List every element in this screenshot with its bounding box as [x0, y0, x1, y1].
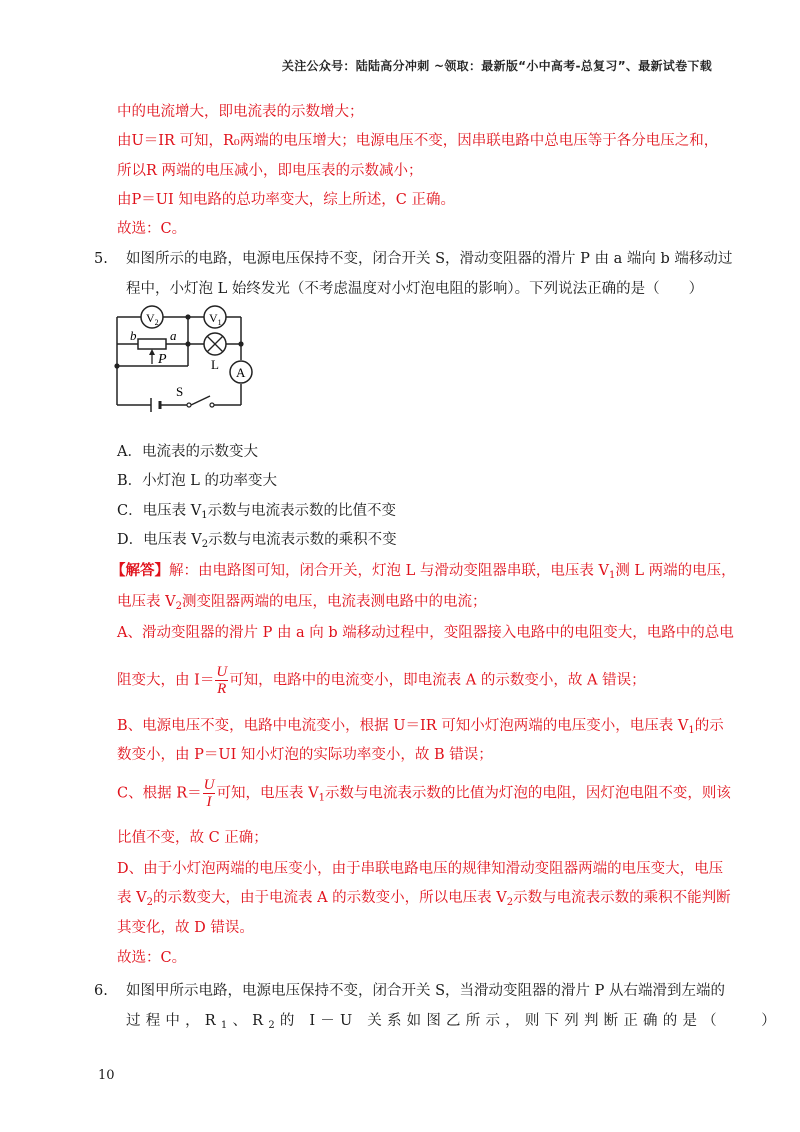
question-stem-line-2: 程中，小灯泡 L 始终发光（不考虑温度对小灯泡电阻的影响）。下列说法正确的是（ ） — [126, 281, 704, 297]
rheostat-end-b-label: b — [130, 328, 137, 343]
voltmeter-v1-label: $V_1$ — [209, 311, 222, 327]
switch-s-label: S — [176, 384, 184, 399]
answer-c-line-1: C、根据 R＝ $\frac{U}{I}$ 可知，电压表 $V_1$示数与电流表示数的比值为灯泡的电阻，因灯泡电阻不变，则该 — [117, 777, 731, 810]
answer-d-line-3: 其变化，故 D 错误。 — [117, 920, 254, 936]
answer-a-line-1: A、滑动变阻器的滑片 P 由 a 向 b 端移动过程中，变阻器接入电路中的电阻变大，电路中的总电 — [117, 625, 734, 641]
prev-answer-line-1: 中的电流增大，即电流表的示数增大； — [117, 104, 364, 120]
question-stem-line-1: 如图所示的电路，电源电压保持不变，闭合开关 S，滑动变阻器的滑片 P 由 a 端向 b 端移动过 — [126, 251, 733, 267]
answer-b-line-1: B、电源电压不变，电路中电流变小，根据 U＝IR 可知小灯泡两端的电压变小，电压表 $V_1$的示 — [117, 718, 724, 736]
page-number: 10 — [98, 1068, 115, 1083]
answer-a-line-2: 阻变大，由 I＝ $\frac{U}{R}$ 可知，电路中的电流变小，即电流表 A 的示数变小，故 A 错误； — [117, 664, 646, 697]
page-header: 关注公众号：陆陆高分冲刺 ~领取：最新版“小中高考-总复习”、最新试卷下载 — [281, 59, 712, 73]
answer-c-line-2: 比值不变，故 C 正确； — [117, 830, 268, 846]
option-d: D．电压表 $V_2$示数与电流表示数的乘积不变 — [117, 532, 397, 550]
answer-d-line-2: 表 $V_2$的示数变大，由于电流表 A 的示数变小，所以电压表 $V_2$示数与电流表示数的乘积不能判断 — [117, 890, 731, 908]
answer-d-line-1: D、由于小灯泡两端的电压变小，由于串联电路电压的规律知滑动变阻器两端的电压变大，电压 — [117, 861, 724, 877]
rheostat-end-a-label: a — [170, 328, 177, 343]
slider-p-label: P — [158, 352, 167, 367]
option-c: C．电压表 $V_1$示数与电流表示数的比值不变 — [117, 503, 397, 521]
question-number: 5. — [94, 251, 108, 267]
question-6-stem-line-1: 如图甲所示电路，电源电压保持不变，闭合开关 S，当滑动变阻器的滑片 P 从右端滑到左端的 — [126, 983, 726, 999]
prev-answer-final: 故选：C。 — [117, 221, 187, 237]
answer-final: 故选：C。 — [117, 950, 187, 966]
question-6-stem-line-2: 过程中，$R_1$、$R_2$的 I－U 关系如图乙所示，则下列判断正确的是（ ） — [126, 1013, 781, 1031]
prev-answer-line-3: 所以R 两端的电压减小，即电压表的示数减小； — [117, 163, 423, 179]
answer-line-1: 【解答】解：由电路图可知，闭合开关，灯泡 L 与滑动变阻器串联，电压表 $V_1$测 L 两端的电压， — [111, 562, 736, 581]
question-6-number: 6. — [94, 983, 108, 999]
lamp-l-label: L — [211, 357, 219, 372]
prev-answer-line-4: 由P＝UI 知电路的总功率变大，综上所述，C 正确。 — [117, 192, 456, 208]
option-b: B．小灯泡 L 的功率变大 — [117, 473, 278, 489]
fraction-u-over-r: $\frac{U}{R}$ — [216, 664, 228, 697]
circuit-diagram — [108, 300, 268, 412]
answer-b-line-2: 数变小，由 P＝UI 知小灯泡的实际功率变小，故 B 错误； — [117, 747, 493, 763]
answer-line-2: 电压表 $V_2$测变阻器两端的电压，电流表测电路中的电流； — [117, 594, 487, 612]
ammeter-a-label: A — [236, 365, 246, 380]
fraction-u-over-i: $\frac{U}{I}$ — [203, 777, 215, 810]
voltmeter-v2-label: $V_2$ — [146, 311, 159, 327]
prev-answer-line-2: 由U＝IR 可知，R₀两端的电压增大；电源电压不变，因串联电路中总电压等于各分电压之和， — [117, 133, 719, 149]
option-a: A．电流表的示数变大 — [117, 444, 258, 460]
